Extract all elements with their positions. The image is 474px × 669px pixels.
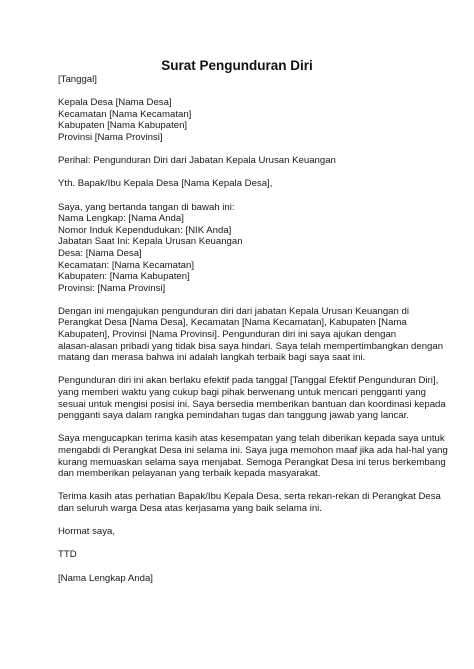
paragraph-line: Kabupaten], Provinsi [Nama Provinsi]. Pengunduran diri ini saya ajukan dengan	[58, 329, 397, 341]
paragraph-line: mengabdi di Perangkat Desa ini selama ini. Saya juga memohon maaf jika ada hal-hal yang	[58, 445, 448, 456]
recipient-line: Provinsi [Nama Provinsi]	[58, 131, 163, 143]
paragraph-line: Terima kasih atas perhatian Bapak/Ibu Kepala Desa, serta rekan-rekan di Perangkat Desa	[58, 491, 441, 503]
signer-name: [Nama Lengkap Anda]	[58, 572, 153, 584]
identity-block	[58, 202, 428, 295]
closing-text: Hormat saya,	[58, 526, 116, 538]
salutation-text: Yth. Bapak/Ibu Kepala Desa [Nama Kepala Desa],	[58, 178, 273, 190]
letter-signer	[58, 573, 428, 585]
identity-field: Kecamatan: [Nama Kecamatan]	[58, 259, 194, 271]
identity-field: Nama Lengkap: [Nama Anda]	[58, 213, 184, 225]
recipient-line: Kepala Desa [Nama Desa]	[58, 97, 172, 109]
paragraph-gratitude	[58, 433, 448, 480]
paragraph-line: Dengan ini mengajukan pengunduran diri dari jabatan Kepala Urusan Keuangan di	[58, 305, 409, 317]
identity-field: Provinsi: [Nama Provinsi]	[58, 282, 166, 294]
identity-field: Kabupaten: [Nama Kabupaten]	[58, 271, 190, 283]
identity-intro: Saya, yang bertanda tangan di bawah ini:	[58, 201, 235, 213]
paragraph-resignation	[58, 305, 444, 364]
paragraph-line: dan memberikan pelayanan yang terbaik kepada masyarakat.	[58, 468, 321, 480]
paragraph-line: matang dan merasa bahwa ini adalah langkah terbaik bagi saya saat ini.	[58, 352, 366, 364]
paragraph-line: Saya mengucapkan terima kasih atas kesempatan yang telah diberikan kepada saya untuk	[58, 433, 445, 445]
paragraph-line: Perangkat Desa [Nama Desa], Kecamatan [Nama Kecamatan], Kabupaten [Nama	[58, 317, 407, 329]
subject-text: Perihal: Pengunduran Diri dari Jabatan Kepala Urusan Keuangan	[58, 155, 336, 167]
letter-salutation	[58, 178, 428, 190]
identity-field: Jabatan Saat Ini: Kepala Urusan Keuangan	[58, 236, 243, 248]
signature-text: TTD	[58, 549, 77, 561]
recipient-line: Kabupaten [Nama Kabupaten]	[58, 120, 188, 132]
date-text: [Tanggal]	[58, 74, 97, 85]
identity-field: Nomor Induk Kependudukan: [NIK Anda]	[58, 224, 232, 236]
letter-title: Surat Pengunduran Diri	[161, 58, 313, 73]
identity-field: Desa: [Nama Desa]	[58, 247, 142, 259]
paragraph-line: pengganti saya dalam rangka pemindahan tugas dan tanggung jawab yang lancar.	[58, 410, 409, 422]
paragraph-line: alasan-alasan pribadi yang tidak bisa saya hindari. Saya telah mempertimbangkan dengan	[58, 340, 444, 352]
paragraph-line: sesuai untuk mengisi posisi ini. Saya bersedia memberikan bantuan dan koordinasi kepada	[58, 398, 446, 410]
paragraph-line: Pengunduran diri ini akan berlaku efektif pada tanggal [Tanggal Efektif Pengunduran Diri],	[58, 375, 439, 387]
paragraph-line: yang memberi waktu yang cukup bagi pihak berwenang untuk mencari pengganti yang	[58, 387, 426, 399]
recipient-address	[58, 97, 428, 143]
paragraph-line: kurang memuaskan selama saya menjabat. Semoga Perangkat Desa ini terus berkembang	[58, 456, 446, 468]
letter-signature	[58, 549, 428, 561]
paragraph-thanks	[58, 491, 441, 514]
paragraph-effective-date	[58, 375, 446, 422]
recipient-line: Kecamatan [Nama Kecamatan]	[58, 108, 192, 120]
paragraph-line: dan seluruh warga Desa atas kerjasama yang baik selama ini.	[58, 502, 322, 514]
letter-subject	[58, 155, 428, 167]
letter-date	[58, 74, 428, 86]
letter-closing	[58, 526, 428, 538]
letter-body	[58, 74, 448, 596]
